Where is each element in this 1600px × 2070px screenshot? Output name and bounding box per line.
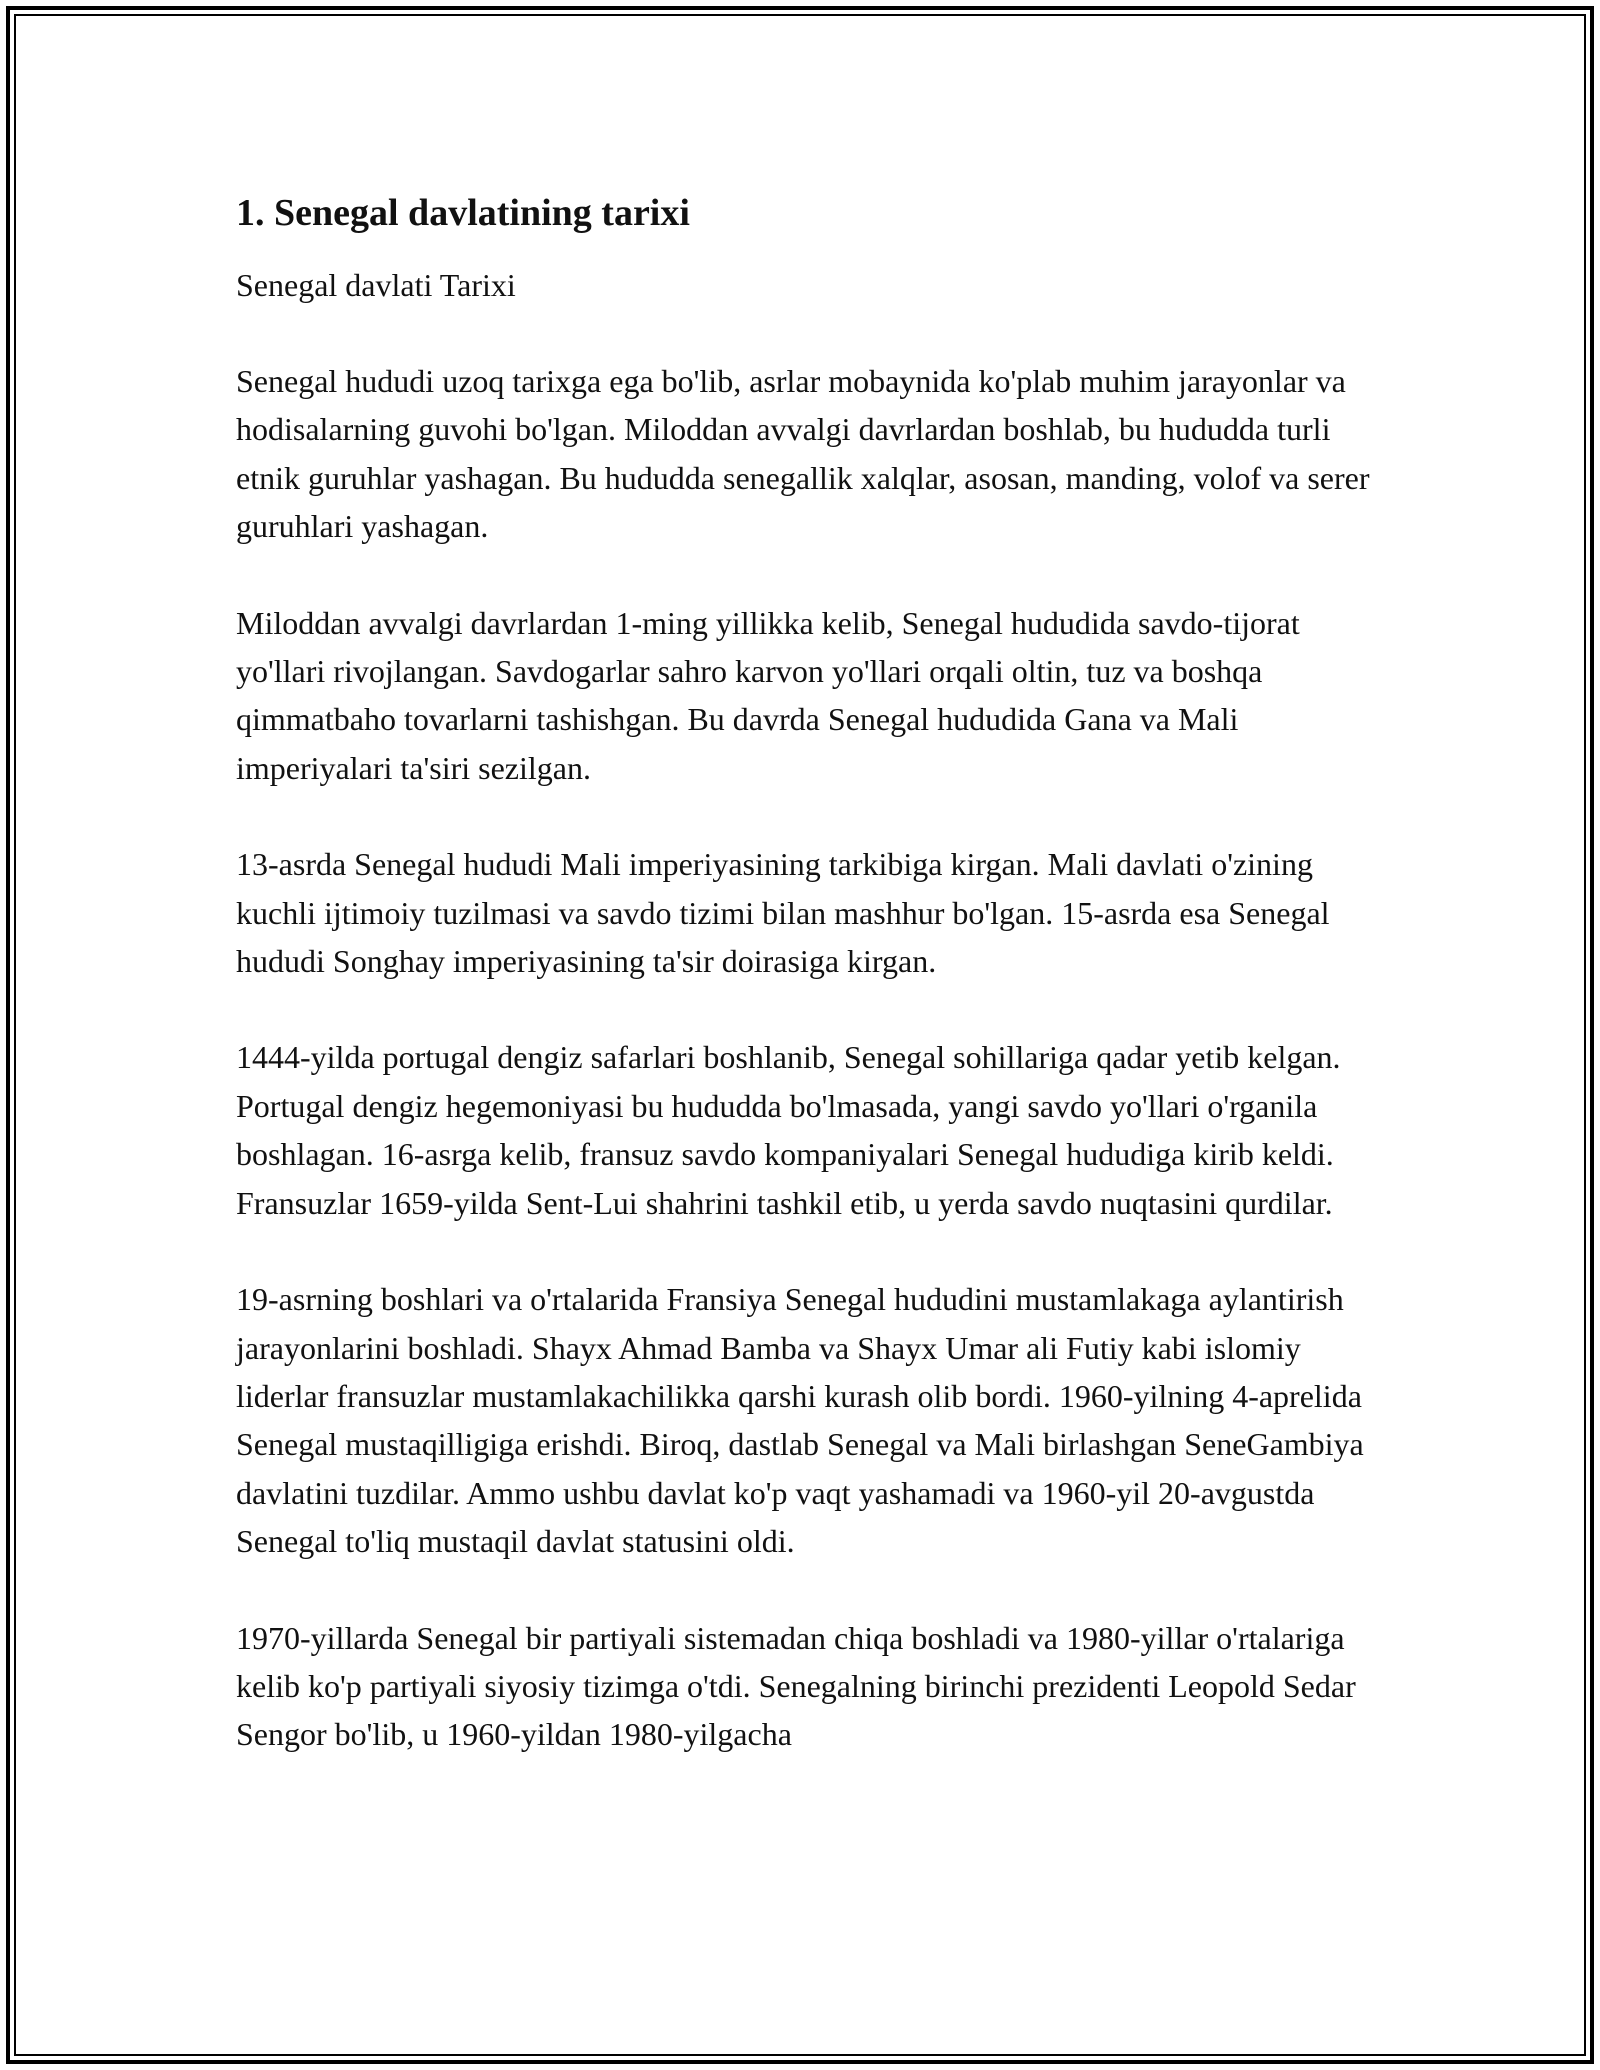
- paragraph-3: 13-asrda Senegal hududi Mali imperiyasining tarkibiga kirgan. Mali davlati o'zining kuchli ijtimoiy tuzilmasi va savdo tizimi bilan mashhur bo'lgan. 15-asrda esa Senegal hududi Songhay imperiyasining ta'sir doirasiga kirgan.: [236, 846, 1330, 980]
- paragraph-2: Miloddan avvalgi davrlardan 1-ming yillikka kelib, Senegal hududida savdo-tijorat yo'llari rivojlangan. Savdogarlar sahro karvon yo'llari orqali oltin, tuz va boshqa qimmatbaho tovarlarni tashishgan. Bu davrda Senegal hududida Gana va Mali imperiyalari ta'siri sezilgan.: [236, 604, 1300, 786]
- document-body: [236, 185, 1376, 1759]
- document-heading: 1. Senegal davlatining tarixi: [236, 192, 690, 234]
- document-subtitle: Senegal davlati Tarixi: [236, 267, 516, 303]
- paragraph-6: 1970-yillarda Senegal bir partiyali sistemadan chiqa boshladi va 1980-yillar o'rtalariga kelib ko'p partiyali siyosiy tizimga o'tdi. Senegalning birinchi prezidenti Leopold Sedar Sengor bo'lib, u 1960-yildan 1980-yilgacha: [236, 1619, 1356, 1753]
- paragraph-4: 1444-yilda portugal dengiz safarlari boshlanib, Senegal sohillariga qadar yetib kelgan. Portugal dengiz hegemoniyasi bu hududda bo'lmasada, yangi savdo yo'llari o'rganila boshlagan. 16-asrga kelib, fransuz savdo kompaniyalari Senegal hududiga kirib keldi. Fransuzlar 1659-yilda Sent-Lui shahrini tashkil etib, u yerda savdo nuqtasini qurdilar.: [236, 1039, 1341, 1221]
- paragraph-1: Senegal hududi uzoq tarixga ega bo'lib, asrlar mobaynida ko'plab muhim jarayonlar va hodisalarning guvohi bo'lgan. Miloddan avvalgi davrlardan boshlab, bu hududda turli etnik guruhlar yashagan. Bu hududda senegallik xalqlar, asosan, manding, volof va serer guruhlari yashagan.: [236, 363, 1370, 545]
- paragraph-5: 19-asrning boshlari va o'rtalarida Fransiya Senegal hududini mustamlakaga aylantirish jarayonlarini boshladi. Shayx Ahmad Bamba va Shayx Umar ali Futiy kabi islomiy liderlar fransuzlar mustamlakachilikka qarshi kurash olib bordi. 1960-yilning 4-aprelida Senegal mustaqilligiga erishdi. Biroq, dastlab Senegal va Mali birlashgan SeneGambiya davlatini tuzdilar. Ammo ushbu davlat ko'p vaqt yashamadi va 1960-yil 20-avgustda Senegal to'liq mustaqil davlat statusini oldi.: [236, 1281, 1364, 1560]
